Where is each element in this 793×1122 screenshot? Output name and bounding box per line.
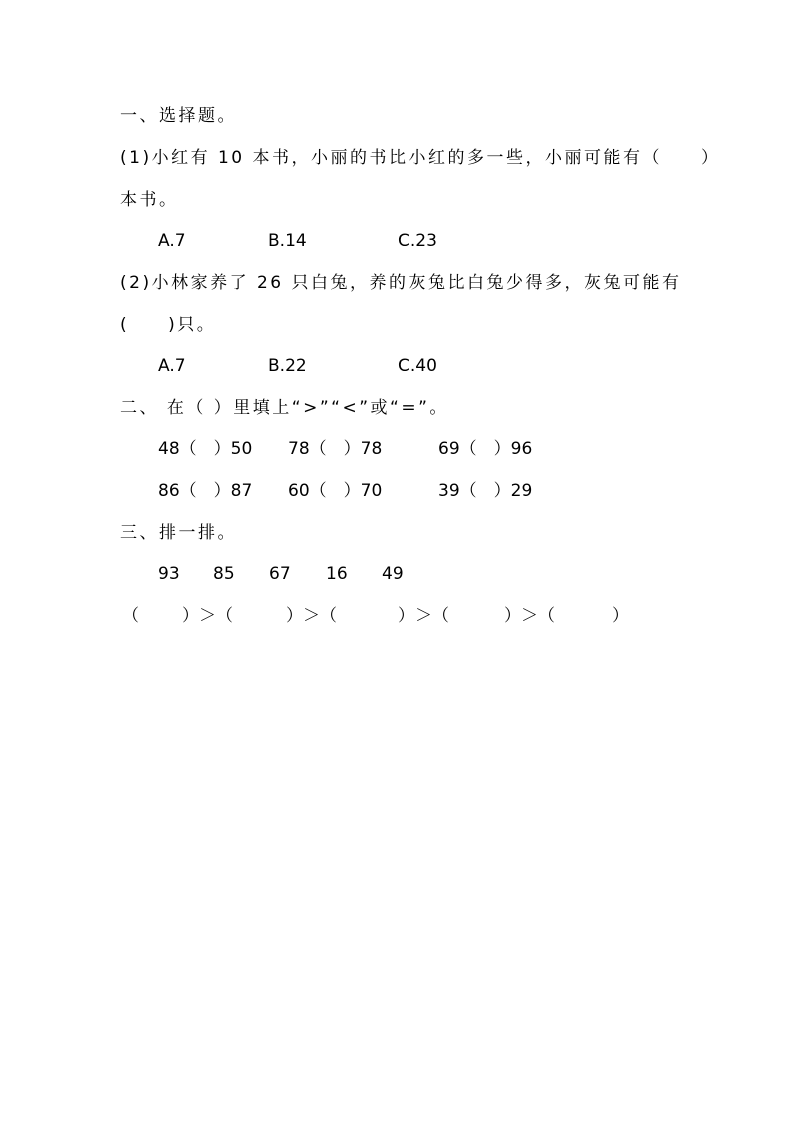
sort-blank-separator: ）＞（ (182, 606, 233, 626)
section3-heading: 三、排一排。 (120, 523, 237, 543)
question1-option-b: B.14 (268, 231, 307, 251)
sort-blank-separator: ）＞（ (398, 606, 449, 626)
question2-option-a: A.7 (158, 356, 186, 376)
sort-blank-open: （ (122, 606, 139, 626)
question2-option-c: C.40 (398, 356, 437, 376)
compare-item: 69（ ）96 (438, 439, 533, 459)
compare-item: 78（ ）78 (288, 439, 383, 459)
question2-line1: (2)小林家养了 26 只白兔，养的灰兔比白兔少得多，灰兔可能有 (120, 273, 682, 293)
compare-item: 60（ ）70 (288, 481, 383, 501)
sort-number: 67 (269, 564, 291, 584)
sort-number: 16 (326, 564, 348, 584)
section1-heading: 一、选择题。 (120, 106, 237, 126)
sort-blank-separator: ）＞（ (504, 606, 555, 626)
sort-number: 49 (382, 564, 404, 584)
sort-blank-separator: ）＞（ (286, 606, 337, 626)
section2-heading: 二、 在（ ）里填上“>”“<”或“=”。 (120, 398, 449, 418)
compare-item: 39（ ）29 (438, 481, 533, 501)
question1-option-a: A.7 (158, 231, 186, 251)
compare-item: 86（ ）87 (158, 481, 253, 501)
question1-line1: (1)小红有 10 本书，小丽的书比小红的多一些，小丽可能有（ ） (120, 148, 721, 168)
sort-blank-close: ） (612, 606, 629, 626)
compare-item: 48（ ）50 (158, 439, 253, 459)
question2-option-b: B.22 (268, 356, 307, 376)
question1-line2: 本书。 (120, 190, 179, 210)
question2-line2: ( )只。 (120, 315, 217, 335)
sort-number: 93 (158, 564, 180, 584)
sort-number: 85 (213, 564, 235, 584)
question1-option-c: C.23 (398, 231, 437, 251)
